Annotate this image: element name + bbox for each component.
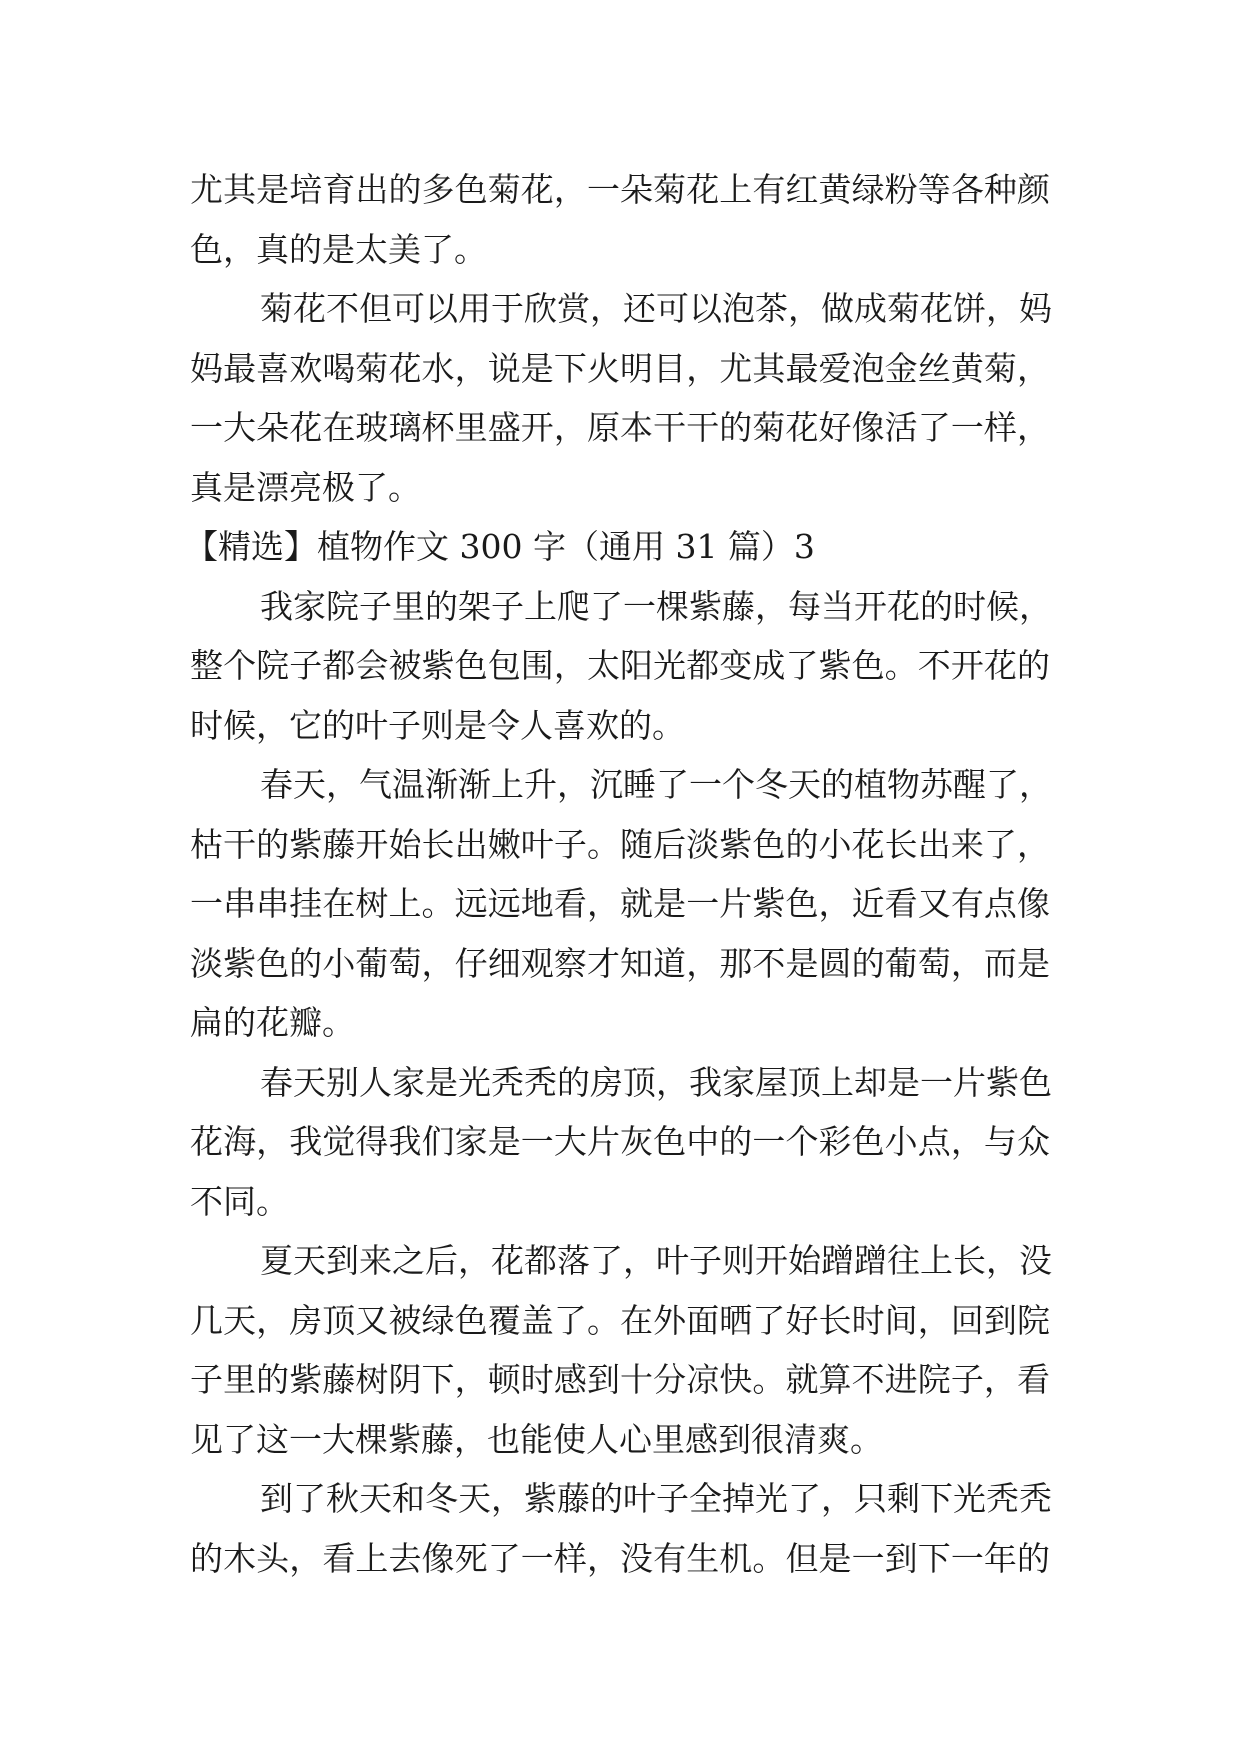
document-body	[185, 160, 1052, 1588]
text-line: 真是漂亮极了。	[190, 467, 421, 507]
text-line: 我家院子里的架子上爬了一棵紫藤，每当开花的时候，	[260, 586, 1052, 626]
text-line: 见了这一大棵紫藤，也能使人心里感到很清爽。	[190, 1419, 883, 1459]
text-line: 春天，气温渐渐上升，沉睡了一个冬天的植物苏醒了，	[260, 765, 1052, 804]
text-line: 的木头，看上去像死了一样，没有生机。但是一到下一年的	[190, 1538, 1050, 1578]
text-line: 春天别人家是光秃秃的房顶，我家屋顶上却是一片紫色	[260, 1062, 1052, 1102]
text-line: 菊花不但可以用于欣赏，还可以泡茶，做成菊花饼，妈	[260, 289, 1052, 328]
text-line: 枯干的紫藤开始长出嫩叶子。随后淡紫色的小花长出来了，	[190, 824, 1050, 864]
text-line: 整个院子都会被紫色包围，太阳光都变成了紫色。不开花的	[190, 646, 1050, 685]
text-line: 子里的紫藤树阴下，顿时感到十分凉快。就算不进院子，看	[190, 1360, 1050, 1399]
text-line: 夏天到来之后，花都落了，叶子则开始蹭蹭往上长，没	[260, 1241, 1052, 1280]
text-line: 妈最喜欢喝菊花水，说是下火明目，尤其最爱泡金丝黄菊，	[190, 348, 1050, 388]
text-line: 时候，它的叶子则是令人喜欢的。	[190, 705, 685, 745]
text-line: 花海，我觉得我们家是一大片灰色中的一个彩色小点，与众	[190, 1122, 1050, 1161]
text-line: 几天，房顶又被绿色覆盖了。在外面晒了好长时间，回到院	[190, 1300, 1050, 1340]
text-line: 一串串挂在树上。远远地看，就是一片紫色，近看又有点像	[190, 884, 1050, 923]
section-heading: 【精选】植物作文 300 字（通用 31 篇）3	[185, 527, 815, 566]
text-line: 淡紫色的小葡萄，仔细观察才知道，那不是圆的葡萄，而是	[190, 943, 1050, 983]
text-line: 到了秋天和冬天，紫藤的叶子全掉光了，只剩下光秃秃	[260, 1479, 1052, 1518]
text-line: 扁的花瓣。	[190, 1003, 355, 1042]
text-line: 一大朵花在玻璃杯里盛开，原本干干的菊花好像活了一样，	[190, 408, 1050, 447]
text-line: 色，真的是太美了。	[190, 229, 487, 269]
text-line: 不同。	[190, 1181, 289, 1221]
text-line: 尤其是培育出的多色菊花，一朵菊花上有红黄绿粉等各种颜	[190, 170, 1050, 209]
